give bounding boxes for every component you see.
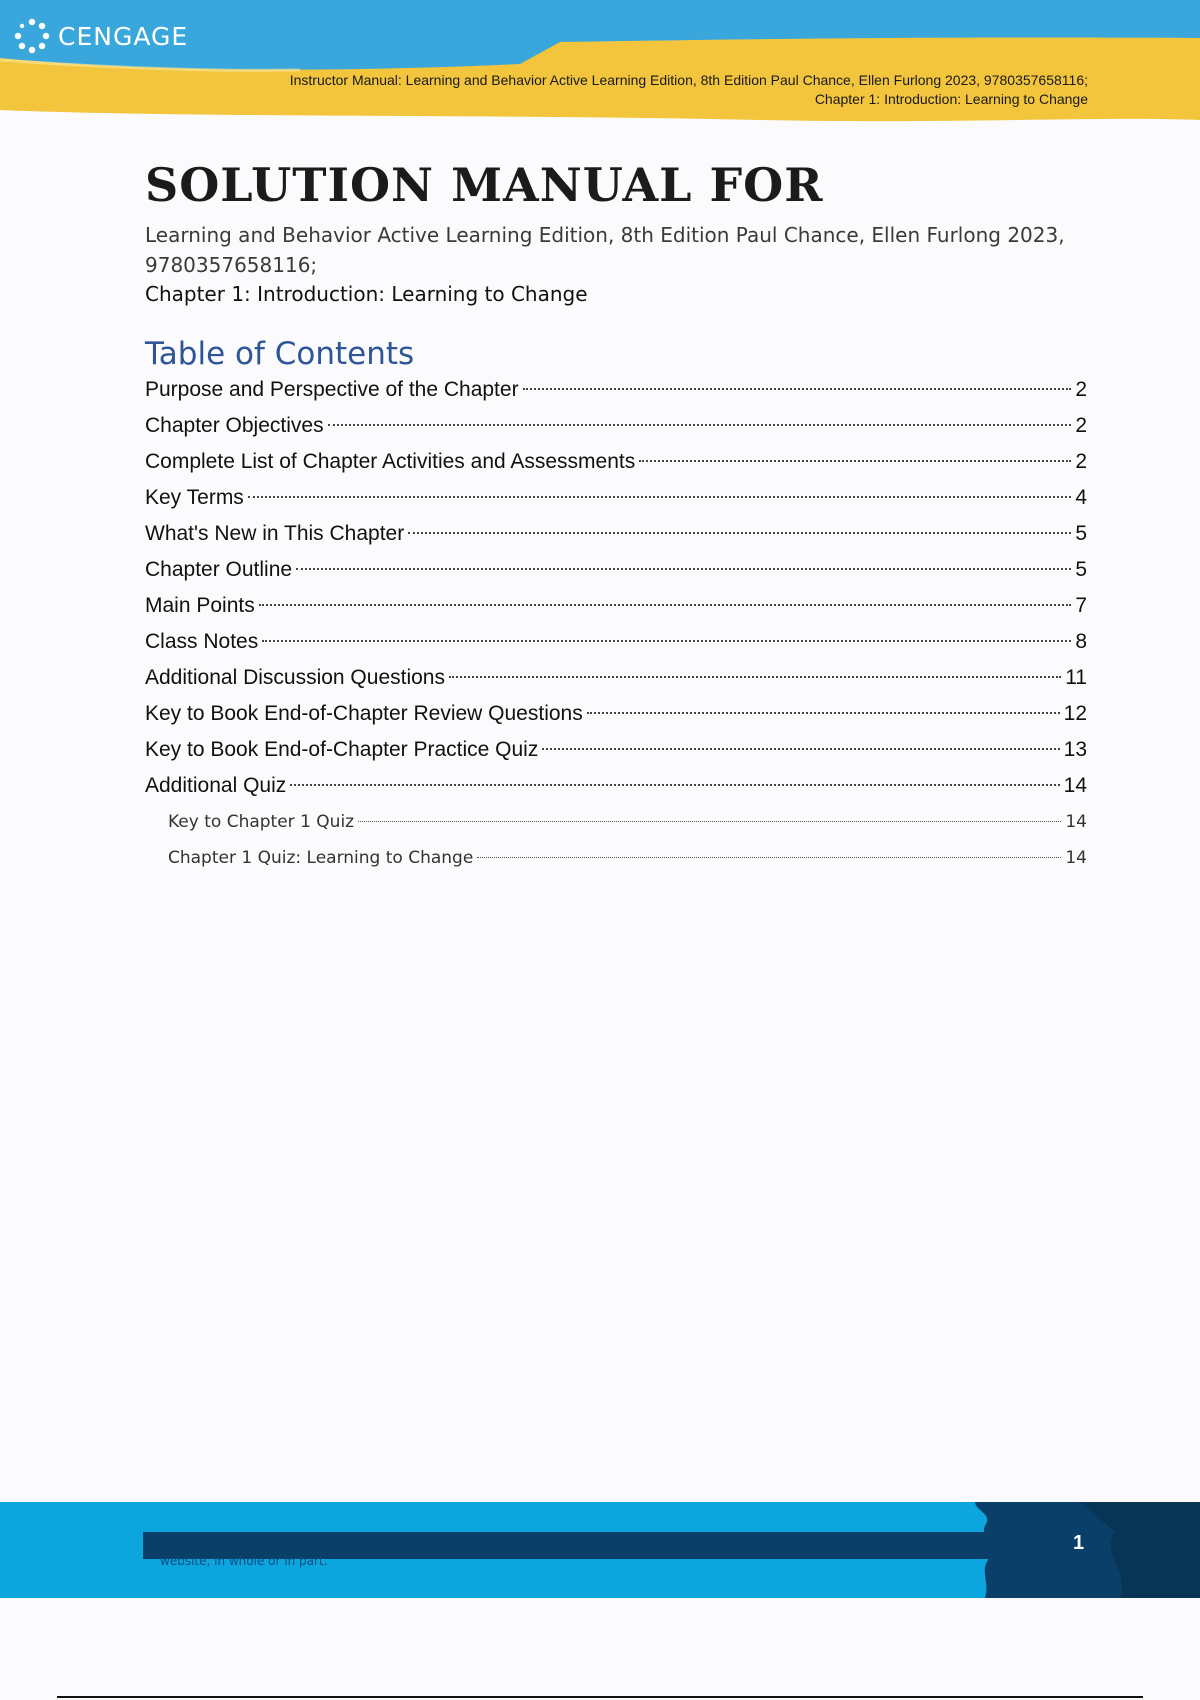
toc-entry-label: Chapter Objectives	[145, 414, 324, 437]
toc-entry[interactable]	[145, 732, 1087, 768]
cengage-dots-icon	[12, 16, 52, 56]
toc-entry-page: 5	[1075, 558, 1087, 581]
document-subtitle: Learning and Behavior Active Learning Edition, 8th Edition Paul Chance, Ellen Furlong 2023, 9780357658116;	[145, 223, 1065, 277]
bottom-divider	[57, 1696, 1143, 1698]
page-header	[0, 0, 1200, 125]
footer-note: website, in whole or in part.	[160, 1554, 328, 1568]
toc-entry[interactable]	[145, 372, 1087, 408]
toc-entry-label: Main Points	[145, 594, 255, 617]
toc-entry[interactable]	[145, 588, 1087, 624]
toc-entry-page: 14	[1063, 774, 1087, 797]
toc-dot-leader	[328, 424, 1072, 426]
toc-entry[interactable]	[145, 552, 1087, 588]
toc-entry-label: Chapter 1 Quiz: Learning to Change	[168, 848, 474, 868]
page-number: 1	[1073, 1532, 1085, 1554]
toc-entry-page: 2	[1075, 378, 1087, 401]
toc-dot-leader	[587, 712, 1060, 714]
toc-dot-leader	[408, 532, 1071, 534]
toc-entry[interactable]	[145, 660, 1087, 696]
toc-dot-leader	[449, 676, 1061, 678]
toc-entry[interactable]	[145, 408, 1087, 444]
toc-dot-leader	[290, 784, 1059, 786]
toc-dot-leader	[542, 748, 1059, 750]
toc-entry-page: 2	[1075, 414, 1087, 437]
toc-entry-page: 2	[1075, 450, 1087, 473]
table-of-contents	[145, 372, 1087, 876]
toc-entry-label: Key to Chapter 1 Quiz	[168, 812, 355, 832]
header-book-info: Instructor Manual: Learning and Behavior Active Learning Edition, 8th Edition Paul Chance, Ellen Furlong 2023, 9780357658116;	[289, 72, 1088, 88]
toc-sub-entry[interactable]	[145, 840, 1087, 876]
toc-entry-label: Key to Book End-of-Chapter Practice Quiz	[145, 738, 539, 761]
toc-dot-leader	[639, 460, 1071, 462]
toc-sub-entry[interactable]	[145, 804, 1087, 840]
toc-entry-page: 11	[1065, 666, 1087, 689]
toc-dot-leader	[477, 857, 1061, 858]
cengage-logo	[12, 16, 188, 56]
toc-entry[interactable]	[145, 624, 1087, 660]
toc-entry-label: Additional Discussion Questions	[145, 666, 445, 689]
toc-entry-label: Additional Quiz	[145, 774, 287, 797]
toc-entry[interactable]	[145, 516, 1087, 552]
toc-entry-label: What's New in This Chapter	[145, 522, 405, 545]
toc-entry-label: Key to Book End-of-Chapter Review Questions	[145, 702, 583, 725]
toc-entry-page: 14	[1065, 848, 1087, 868]
header-chapter-info: Chapter 1: Introduction: Learning to Change	[814, 91, 1088, 107]
toc-entry-page: 14	[1065, 812, 1087, 832]
toc-heading: Table of Contents	[145, 336, 415, 372]
toc-entry[interactable]	[145, 768, 1087, 804]
toc-dot-leader	[296, 568, 1071, 570]
toc-entry-page: 5	[1075, 522, 1087, 545]
toc-entry-label: Key Terms	[145, 486, 244, 509]
toc-entry-label: Purpose and Perspective of the Chapter	[145, 378, 519, 401]
toc-entry-page: 12	[1063, 702, 1087, 725]
document-title: SOLUTION MANUAL FOR	[145, 158, 824, 212]
page-footer	[0, 1502, 1200, 1598]
toc-entry[interactable]	[145, 444, 1087, 480]
chapter-heading: Chapter 1: Introduction: Learning to Change	[145, 282, 588, 306]
toc-entry-label: Class Notes	[145, 630, 259, 653]
toc-entry[interactable]	[145, 696, 1087, 732]
toc-entry-page: 13	[1063, 738, 1087, 761]
toc-dot-leader	[358, 821, 1061, 822]
toc-entry-page: 7	[1075, 594, 1087, 617]
toc-dot-leader	[248, 496, 1072, 498]
toc-entry[interactable]	[145, 480, 1087, 516]
toc-entry-label: Complete List of Chapter Activities and Assessments	[145, 450, 636, 473]
brand-name: CENGAGE	[58, 21, 189, 51]
toc-dot-leader	[523, 388, 1072, 390]
toc-entry-page: 8	[1075, 630, 1087, 653]
toc-entry-label: Chapter Outline	[145, 558, 293, 581]
toc-entry-page: 4	[1075, 486, 1087, 509]
toc-dot-leader	[262, 640, 1071, 642]
toc-dot-leader	[259, 604, 1072, 606]
